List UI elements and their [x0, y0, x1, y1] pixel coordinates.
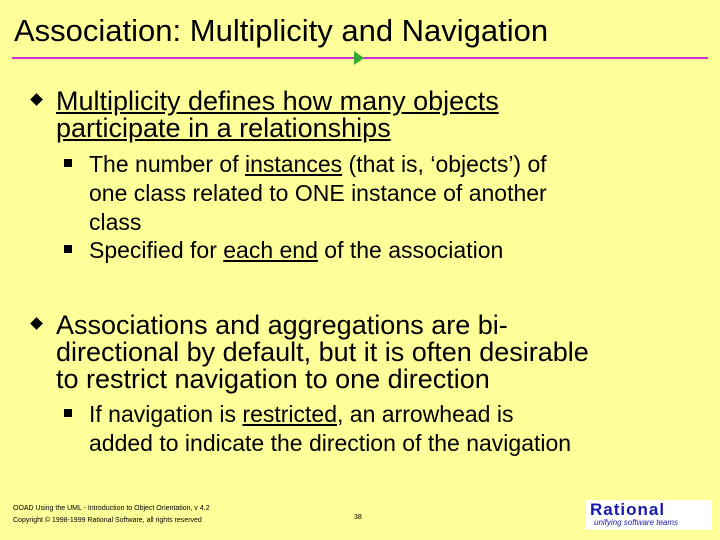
square-bullet-icon	[64, 159, 72, 167]
diamond-bullet-icon	[30, 93, 43, 106]
page-number: 38	[354, 514, 362, 521]
diamond-bullet-icon	[30, 317, 43, 330]
footer-copyright	[13, 503, 210, 527]
sub-bullet-line: added to indicate the direction of the navigation	[89, 430, 572, 456]
sub-bullet-line: If navigation is restricted, an arrowhead is	[89, 401, 514, 427]
footer-course-title: OOAD Using the UML - Introduction to Object Orientation, v 4.2	[13, 505, 210, 512]
underline-marker-arrow	[354, 51, 364, 65]
sub-bullet-line: Specified for each end of the association	[89, 237, 504, 263]
footer-copyright-line: Copyright © 1998-1999 Rational Software, all rights reserved	[13, 517, 202, 524]
underlined-term: restricted	[242, 401, 338, 427]
sub-bullet-line: The number of instances (that is, ‘objects’) of	[89, 151, 547, 177]
bullet-line: Multiplicity defines how many objects	[56, 86, 499, 116]
bullet-line: Associations and aggregations are bi-	[56, 310, 508, 340]
rational-logo	[586, 500, 712, 530]
bullet-line: to restrict navigation to one direction	[56, 364, 490, 394]
logo-tagline: unifying software teams	[594, 518, 679, 527]
sub-bullet-line: class	[89, 209, 142, 235]
underlined-term: instances	[244, 151, 343, 177]
slide-title: Association: Multiplicity and Navigation	[14, 13, 549, 48]
square-bullet-icon	[64, 245, 72, 253]
square-bullet-icon	[64, 409, 72, 417]
underlined-term: each end	[223, 237, 318, 263]
bullet-line: participate in a relationships	[56, 113, 391, 143]
bullet-line: directional by default, but it is often desirable	[56, 337, 589, 367]
sub-bullet-line: one class related to ONE instance of another	[89, 180, 547, 206]
logo-wordmark: Rational	[590, 500, 666, 519]
